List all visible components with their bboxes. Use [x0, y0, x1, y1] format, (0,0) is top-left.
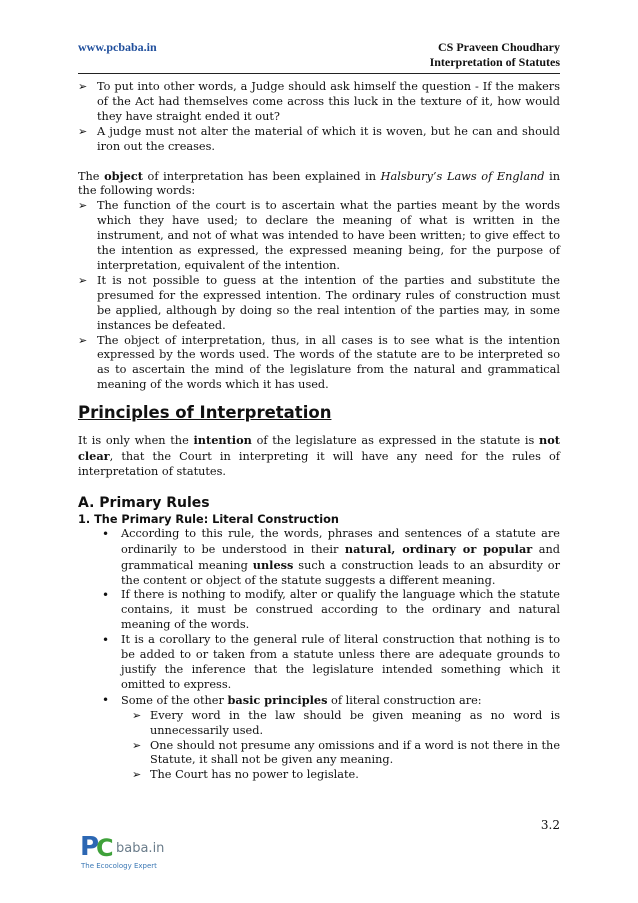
bullet-dot-icon: • [102, 633, 110, 648]
section-title: Principles of Interpretation [78, 403, 332, 423]
spacer [78, 480, 560, 494]
object-bullet-list [78, 199, 560, 393]
list-item: ➢ A judge must not alter the material of which it is woven, but he can and should iron out the creases. [78, 124, 560, 153]
list-item: • Some of the other basic principles of literal construction are: [102, 692, 482, 707]
list-item: • If there is nothing to modify, alter or qualify the language which the statute contains, it must be construed according to the ordinary and natural meaning of the words. [102, 588, 560, 632]
logo-letter-p: P [80, 832, 99, 862]
arrow-bullet-icon: ➢ [78, 80, 88, 93]
arrow-bullet-icon: ➢ [78, 124, 88, 138]
list-item: • It is a corollary to the general rule of literal construction that nothing is to be added to or taken from a statute unless there are adequate grounds to justify the inference that the legislature intended something which it omitted to express. [102, 633, 560, 691]
header-rule [78, 73, 560, 74]
list-item: • According to this rule, the words, phrases and sentences of a statute are ordinarily to be understood in their natural, ordinary or popular and grammatical meaning unless such a construction leads to an absurdity or the content or object of the statute suggests a different meaning. [102, 526, 560, 587]
object-paragraph: The object of interpretation has been explained in Halsbury’s Laws of England in the following words: [78, 168, 560, 198]
bullet-dot-icon: • [102, 692, 110, 707]
rule-bullet-list [100, 527, 560, 709]
page-content [78, 80, 560, 783]
spacer [78, 155, 560, 169]
arrow-bullet-icon: ➢ [78, 199, 88, 213]
primary-rules-heading: A. Primary Rules [78, 494, 210, 511]
spacer [78, 393, 560, 403]
bullet-dot-icon: • [102, 588, 110, 603]
arrow-bullet-icon: ➢ [132, 708, 142, 722]
logo-letter-c: C [96, 834, 114, 862]
list-item: ➢ The function of the court is to ascertain what the parties meant by the words which they have used; to declare the meaning of what is written in the instrument, and not of what was intended to have been written; to give effect to the intention as expressed, the expressed meaning being, for the purpose of interpretation, equivalent of the intention. [78, 199, 560, 272]
logo-tagline: The Ecocology Expert [81, 862, 157, 870]
arrow-bullet-icon: ➢ [132, 768, 142, 782]
list-item: ➢ The Court has no power to legislate. [132, 768, 359, 782]
header-right [430, 40, 560, 70]
arrow-bullet-icon: ➢ [78, 333, 88, 347]
spacer [78, 423, 560, 433]
list-item: ➢ It is not possible to guess at the intention of the parties and substitute the presumed for the expressed intention. The ordinary rules of construction must be applied, although by doing so the real intention of the parties may, in some instances be defeated. [78, 273, 560, 332]
logo-wordmark: baba.in [116, 841, 165, 856]
basic-principles-list [132, 709, 560, 784]
list-item: ➢ One should not presume any omissions and if a word is not there in the Statute, it shall not be given any meaning. [132, 738, 560, 767]
literal-construction-heading: 1. The Primary Rule: Literal Construction [78, 512, 339, 526]
pcbaba-logo [80, 832, 170, 874]
principles-paragraph: It is only when the intention of the legislature as expressed in the statute is not clear, that the Court in interpreting it will have any need for the rules of interpretation of statutes. [78, 433, 560, 478]
list-item: ➢ Every word in the law should be given meaning as no word is unnecessarily used. [132, 708, 560, 737]
website-link[interactable]: www.pcbaba.in [78, 40, 157, 54]
arrow-bullet-icon: ➢ [78, 273, 88, 287]
page-number: 3.2 [540, 818, 560, 832]
arrow-bullet-icon: ➢ [132, 738, 142, 752]
list-item: ➢ The object of interpretation, thus, in all cases is to see what is the intention expressed by the words used. The words of the statute are to be interpreted so as to ascertain the mind of the legislature from the natural and grammatical meaning of the words which it has used. [78, 333, 560, 392]
bullet-dot-icon: • [102, 526, 110, 541]
author-name: CS Praveen Choudhary [437, 40, 560, 54]
list-item: ➢ To put into other words, a Judge should ask himself the question - If the makers of the Act had themselves come across this luck in the texture of it, how would they have straight ended it out? [78, 80, 560, 123]
intro-bullet-list [78, 80, 560, 155]
subject-title: Interpretation of Statutes [429, 55, 560, 69]
